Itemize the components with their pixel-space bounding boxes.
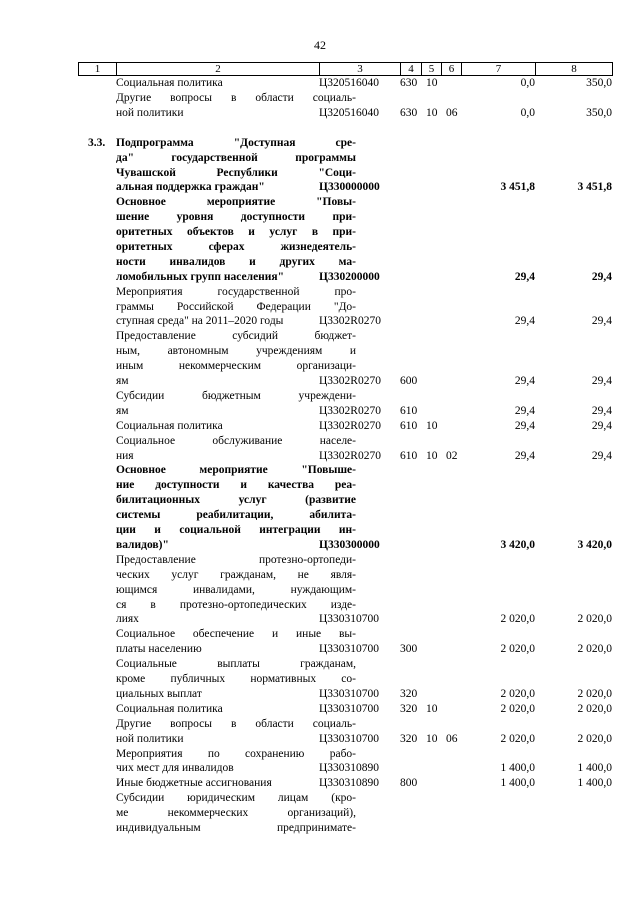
amount-col8: 2 020,0 [577,687,612,700]
subsection-code: 02 [446,449,458,462]
row-name-line: граммы Российской Федерации "До- [116,300,356,313]
amount-col8: 3 451,8 [577,181,612,194]
target-code: Ц330300000 [319,538,380,551]
table-row [78,136,612,196]
expense-type: 800 [400,777,418,790]
target-code: Ц3302R0270 [319,449,381,462]
target-code: Ц330310700 [319,732,380,745]
row-name-line: Субсидии бюджетным учреждени- [116,389,356,402]
expense-type: 320 [400,687,418,700]
row-name-line: Подпрограмма "Доступная сре- [116,136,356,149]
row-name-line: Основное мероприятие "Повыше- [116,464,356,477]
row-name-line: индивидуальным предпринимате- [116,822,356,834]
row-name-line: ности инвалидов и других ма- [116,255,356,268]
row-name-line: Социальная политика [116,702,223,715]
amount-col7: 2 020,0 [500,702,535,715]
row-name-line: Предоставление субсидий бюджет- [116,330,356,343]
row-name-line: Социальная политика [116,77,223,89]
row-name-line: альная поддержка граждан" [116,181,265,194]
expense-type: 300 [400,643,418,656]
section-code: 10 [426,702,438,715]
amount-col8: 29,4 [591,404,612,417]
subsection-code: 06 [446,106,458,119]
target-code: Ц3302R0270 [319,375,381,388]
table-row [78,285,612,330]
target-code: Ц330310700 [319,687,380,700]
row-name-line: Чувашской Республики "Соци- [116,166,356,179]
column-header-table [78,62,613,76]
table-row [78,91,612,121]
target-code: Ц330310890 [319,762,380,775]
amount-col7: 3 420,0 [500,538,535,551]
amount-col7: 2 020,0 [500,613,535,626]
row-name-line: Мероприятия государственной про- [116,285,356,298]
table-row [78,389,612,419]
target-code: Ц320516040 [319,77,380,89]
expense-type: 610 [400,404,418,417]
row-name-line: Социальные выплаты гражданам, [116,658,356,671]
amount-col7: 29,4 [514,419,535,432]
row-number: 3.3. [88,136,106,149]
row-name-line: ческих услуг гражданам, не явля- [116,568,356,581]
expense-type: 320 [400,702,418,715]
amount-col8: 1 400,0 [577,777,612,790]
table-row [78,747,612,777]
amount-col8: 29,4 [591,375,612,388]
expense-type: 630 [400,77,418,89]
column-header-cell: 7 [462,63,536,76]
row-name-line: оритетных объектов и услуг в при- [116,226,356,239]
row-name-line: ние доступности и качества реа- [116,479,356,492]
row-name-line: ной политики [116,732,184,745]
table-row [78,791,612,836]
amount-col8: 29,4 [591,419,612,432]
table-row [78,76,612,91]
row-name-line: билитационных услуг (развитие [116,494,356,507]
target-code: Ц330200000 [319,270,380,283]
amount-col8: 350,0 [586,77,612,89]
row-name-line: Другие вопросы в области социаль- [116,717,356,730]
amount-col7: 2 020,0 [500,643,535,656]
row-name-line: Субсидии юридическим лицам (кро- [116,792,356,805]
amount-col7: 0,0 [520,77,535,89]
row-name-line: циальных выплат [116,687,202,700]
amount-col7: 29,4 [514,449,535,462]
expense-type: 320 [400,732,418,745]
section-code: 10 [426,106,438,119]
amount-col7: 1 400,0 [500,777,535,790]
table-row [78,702,612,717]
row-name-line: ния [116,449,134,462]
amount-col8: 29,4 [591,449,612,462]
row-name-line: Другие вопросы в области социаль- [116,91,356,104]
row-name-line: чих мест для инвалидов [116,762,234,775]
row-name-line: Предоставление протезно-ортопеди- [116,553,356,566]
row-name-line: Основное мероприятие "Повы- [116,196,356,209]
table-row [78,419,612,434]
row-name-line: ям [116,404,129,417]
amount-col7: 3 451,8 [500,181,535,194]
row-name-line: системы реабилитации, абилита- [116,509,356,522]
target-code: Ц3302R0270 [319,315,381,328]
row-name-line: ным, автономным учреждениям и [116,345,356,358]
section-code: 10 [426,77,438,89]
target-code: Ц330310890 [319,777,380,790]
amount-col8: 3 420,0 [577,538,612,551]
row-name-line: оритетных сферах жизнедеятель- [116,241,356,253]
amount-col8: 29,4 [591,315,612,328]
column-header-cell: 4 [401,63,422,76]
target-code: Ц330310700 [319,613,380,626]
row-name-line: ся в протезно-ортопедических изде- [116,598,356,611]
amount-col8: 2 020,0 [577,613,612,626]
amount-col8: 2 020,0 [577,702,612,715]
amount-col7: 2 020,0 [500,732,535,745]
table-row [78,627,612,657]
target-code: Ц3302R0270 [319,419,381,432]
row-name-line: Иные бюджетные ассигнования [116,777,272,790]
subsection-code: 06 [446,732,458,745]
table-row [78,463,612,552]
row-name-line: ломобильных групп населения" [116,270,285,283]
row-name-line: кроме публичных нормативных со- [116,673,356,686]
section-code: 10 [426,449,438,462]
amount-col7: 29,4 [514,375,535,388]
target-code: Ц330310700 [319,643,380,656]
target-code: Ц330310700 [319,702,380,715]
target-code: Ц3302R0270 [319,404,381,417]
section-code: 10 [426,419,438,432]
amount-col8: 2 020,0 [577,643,612,656]
column-header-cell: 1 [79,63,117,76]
amount-col8: 1 400,0 [577,762,612,775]
amount-col7: 1 400,0 [500,762,535,775]
table-row [78,195,612,284]
row-name-line: ям [116,375,129,388]
row-name-line: платы населению [116,643,202,656]
row-name [116,791,356,836]
budget-table-body [78,76,612,836]
row-name-line: лиях [116,613,139,626]
table-row [78,434,612,464]
row-name-line: да" государственной программы [116,151,356,164]
section-code: 10 [426,732,438,745]
table-row [78,657,612,702]
table-row [78,717,612,747]
amount-col8: 29,4 [591,270,612,283]
target-code: Ц330000000 [319,181,380,194]
expense-type: 600 [400,375,418,388]
row-name-line: ции и социальной интеграции ин- [116,524,356,537]
amount-col7: 29,4 [514,270,535,283]
table-row [78,776,612,791]
table-row [78,329,612,389]
row-name-line: Социальное обслуживание населе- [116,434,356,447]
row-name-line: Социальное обеспечение и иные вы- [116,628,356,641]
row-name-line: Мероприятия по сохранению рабо- [116,747,356,760]
row-name-line: иным некоммерческим организаци- [116,360,356,373]
row-name-line: ющимся инвалидами, нуждающим- [116,583,356,596]
row-name-line: ступная среда" на 2011–2020 годы [116,315,284,328]
amount-col7: 0,0 [520,106,535,119]
amount-col7: 2 020,0 [500,687,535,700]
column-header-cell: 2 [117,63,320,76]
amount-col8: 2 020,0 [577,732,612,745]
page-number: 42 [314,38,326,52]
expense-type: 630 [400,106,418,119]
column-header-cell: 8 [536,63,613,76]
row-name-line: шение уровня доступности при- [116,211,356,224]
table-row [78,553,612,628]
row-name-line: валидов)" [116,538,169,551]
row-name-line: Социальная политика [116,419,223,432]
expense-type: 610 [400,449,418,462]
expense-type: 610 [400,419,418,432]
amount-col8: 350,0 [586,106,612,119]
column-header-row [79,63,613,76]
amount-col7: 29,4 [514,315,535,328]
target-code: Ц320516040 [319,106,380,119]
row-name-line: ме некоммерческих организаций), [116,807,356,820]
amount-col7: 29,4 [514,404,535,417]
column-header-cell: 3 [320,63,401,76]
column-header-cell: 6 [442,63,462,76]
column-header-cell: 5 [422,63,442,76]
row-name-line: ной политики [116,106,184,119]
